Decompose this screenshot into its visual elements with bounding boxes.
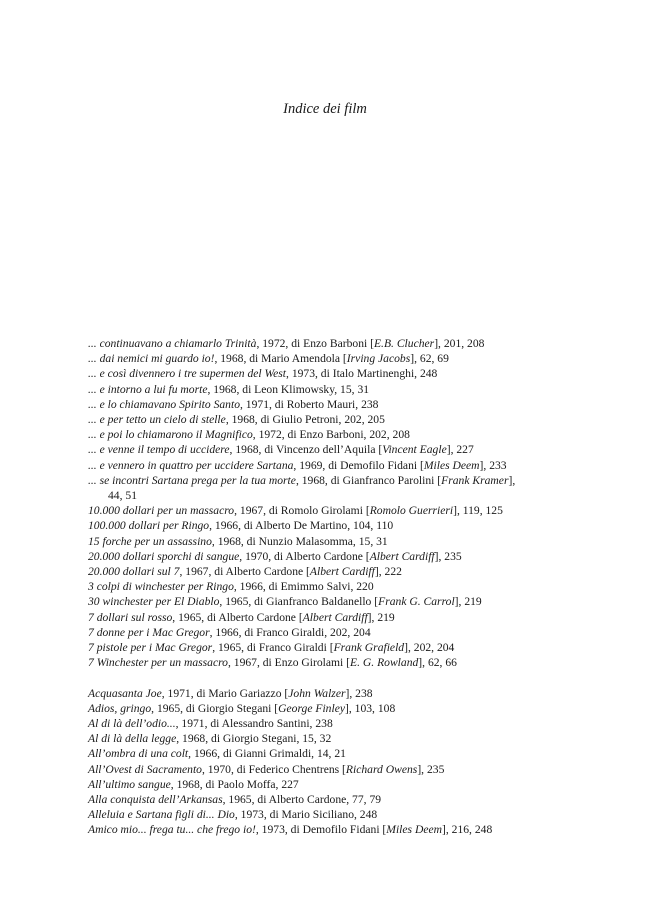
film-details: , 1966, di Emimmo Salvi, 220 [233, 580, 374, 594]
page-references: ], 103, 108 [345, 701, 396, 715]
film-details: , 1966, di Alberto De Martino, 104, 110 [209, 519, 394, 533]
film-details: , 1968, di Leon Klimowsky, 15, 31 [207, 382, 370, 396]
page-references: ], 238 [345, 686, 373, 700]
film-title: Al di là della legge [88, 732, 177, 746]
film-details: , 1968, di Giulio Petroni, 202, 205 [225, 413, 385, 427]
film-details: , 1972, di Enzo Barboni, 202, 208 [252, 428, 410, 442]
index-entry [88, 822, 568, 837]
page-references: ], 227 [446, 443, 474, 457]
director-pseudonym: Miles Deem [423, 458, 480, 472]
index-entry [88, 412, 568, 427]
film-title: All’ultimo sangue [88, 777, 171, 791]
film-title: Alla conquista dell’Arkansas [88, 793, 223, 807]
page-title: Indice dei film [283, 101, 367, 117]
index-entry [88, 366, 568, 381]
film-title: 30 winchester per El Diablo [88, 595, 220, 609]
film-index [88, 336, 568, 838]
index-entry [88, 731, 568, 746]
film-title: ... e poi lo chiamarono il Magnifico [88, 428, 253, 442]
page-references: ], 233 [479, 458, 507, 472]
page-references: ], 222 [374, 565, 402, 579]
index-entry [88, 686, 568, 701]
film-details: , 1970, di Alberto Cardone [ [239, 549, 370, 563]
film-details: , 1968, di Mario Amendola [ [214, 352, 347, 366]
director-pseudonym: John Walzer [288, 686, 346, 700]
index-entry [88, 534, 568, 549]
film-details: , 1965, di Franco Giraldi [ [212, 641, 334, 655]
index-entry [88, 549, 568, 564]
film-details: , 1973, di Demofilo Fidani [ [255, 823, 387, 837]
film-title: ... se incontri Sartana prega per la tua morte [88, 473, 296, 487]
index-group-a [88, 686, 568, 838]
index-entry [88, 351, 568, 366]
index-entry [88, 336, 568, 351]
index-entry [88, 579, 568, 594]
film-title: ... e intorno a lui fu morte [88, 382, 208, 396]
page-references: ], 119, 125 [453, 504, 503, 518]
film-details: , 1965, di Gianfranco Baldanello [ [219, 595, 379, 609]
index-entry [88, 473, 568, 503]
film-details: , 1968, di Paolo Moffa, 227 [170, 777, 299, 791]
film-details: , 1971, di Roberto Mauri, 238 [240, 397, 379, 411]
film-details: , 1971, di Mario Gariazzo [ [161, 686, 289, 700]
film-title: 7 dollari sul rosso [88, 610, 173, 624]
index-entry [88, 777, 568, 792]
film-title: ... e lo chiamavano Spirito Santo [88, 397, 240, 411]
film-details: , 1971, di Alessandro Santini, 238 [175, 717, 333, 731]
director-pseudonym: Vincent Eagle [382, 443, 447, 457]
director-pseudonym: Romolo Guerrieri [369, 504, 454, 518]
index-entry [88, 382, 568, 397]
film-details: , 1967, di Alberto Cardone [ [179, 565, 310, 579]
index-entry [88, 610, 568, 625]
film-title: All’ombra di una colt [88, 747, 189, 761]
film-details: , 1965, di Alberto Cardone, 77, 79 [222, 793, 382, 807]
film-details: , 1967, di Romolo Girolami [ [234, 504, 370, 518]
film-details: , 1965, di Giorgio Stegani [ [151, 701, 279, 715]
film-details: , 1973, di Mario Siciliano, 248 [234, 808, 378, 822]
film-details: , 1969, di Demofilo Fidani [ [293, 458, 424, 472]
film-title: 7 donne per i Mac Gregor [88, 625, 210, 639]
film-details: , 1967, di Enzo Girolami [ [227, 656, 351, 670]
director-pseudonym: E.B. Clucher [373, 337, 435, 350]
film-title: Amico mio... frega tu... che frego io! [88, 823, 256, 837]
index-group-ellipsis-numbers [88, 336, 568, 670]
film-title: ... continuavano a chiamarlo Trinità [88, 337, 257, 350]
film-details: , 1970, di Federico Chentrens [ [201, 762, 346, 776]
index-entry [88, 442, 568, 457]
index-entry [88, 458, 568, 473]
film-details: , 1968, di Gianfranco Parolini [ [295, 473, 442, 487]
film-details: , 1968, di Nunzio Malasomma, 15, 31 [211, 534, 388, 548]
group-gap [88, 670, 568, 685]
director-pseudonym: Frank Grafield [333, 641, 405, 655]
index-entry [88, 655, 568, 670]
page-references: ], 201, 208 [434, 337, 485, 350]
index-entry [88, 427, 568, 442]
film-title: 100.000 dollari per Ringo [88, 519, 210, 533]
film-title: 7 Winchester per un massacro [88, 656, 228, 670]
index-entry [88, 746, 568, 761]
index-entry [88, 807, 568, 822]
film-details: , 1965, di Alberto Cardone [ [172, 610, 303, 624]
page-references: ], 216, 248 [442, 823, 493, 837]
director-pseudonym: Miles Deem [386, 823, 442, 837]
director-pseudonym: Richard Owens [345, 762, 418, 776]
film-title: ... e vennero in quattro per uccidere Sartana [88, 458, 294, 472]
index-entry [88, 518, 568, 533]
page-references: ], 219 [454, 595, 482, 609]
film-title: ... e così divennero i tre supermen del West [88, 367, 287, 381]
page-references: ], 219 [367, 610, 395, 624]
director-pseudonym: Irving Jacobs [346, 352, 411, 366]
film-title: Adios, gringo [88, 701, 152, 715]
film-details: , 1968, di Giorgio Stegani, 15, 32 [176, 732, 332, 746]
film-title: ... e venne il tempo di uccidere [88, 443, 230, 457]
film-title: Al di là dell’odio... [88, 717, 176, 731]
director-pseudonym: George Finley [278, 701, 345, 715]
film-details: , 1972, di Enzo Barboni [ [256, 337, 374, 350]
page-references: ], 62, 66 [418, 656, 457, 670]
page-references: ], 235 [417, 762, 445, 776]
film-title: All’Ovest di Sacramento [88, 762, 202, 776]
film-title: ... e per tetto un cielo di stelle [88, 413, 226, 427]
index-entry [88, 594, 568, 609]
film-title: ... dai nemici mi guardo io! [88, 352, 215, 366]
film-details: , 1966, di Gianni Grimaldi, 14, 21 [188, 747, 346, 761]
film-title: 20.000 dollari sporchi di sangue [88, 549, 240, 563]
film-title: 3 colpi di winchester per Ringo [88, 580, 234, 594]
index-entry [88, 625, 568, 640]
film-details: , 1973, di Italo Martinenghi, 248 [286, 367, 438, 381]
film-title: Alleluia e Sartana figli di... Dio [88, 808, 235, 822]
page-references-continued: 44, 51 [108, 489, 137, 503]
film-title: 7 pistole per i Mac Gregor [88, 641, 213, 655]
director-pseudonym: E. G. Rowland [350, 656, 419, 670]
index-entry [88, 564, 568, 579]
index-entry [88, 762, 568, 777]
film-title: 20.000 dollari sul 7 [88, 565, 180, 579]
index-entry [88, 716, 568, 731]
index-entry [88, 701, 568, 716]
page-references: ], [508, 473, 516, 487]
index-entry [88, 397, 568, 412]
film-title: 10.000 dollari per un massacro [88, 504, 235, 518]
page-references: ], 62, 69 [410, 352, 449, 366]
index-entry [88, 640, 568, 655]
film-details: , 1966, di Franco Giraldi, 202, 204 [209, 625, 371, 639]
index-entry [88, 503, 568, 518]
director-pseudonym: Frank G. Carrol [378, 595, 455, 609]
director-pseudonym: Albert Cardiff [302, 610, 368, 624]
film-details: , 1968, di Vincenzo dell’Aquila [ [229, 443, 383, 457]
director-pseudonym: Frank Kramer [441, 473, 509, 487]
film-title: Acquasanta Joe [88, 686, 162, 700]
page-references: ], 235 [434, 549, 462, 563]
film-title: 15 forche per un assassino [88, 534, 212, 548]
page-references: ], 202, 204 [404, 641, 455, 655]
director-pseudonym: Albert Cardiff [369, 549, 435, 563]
director-pseudonym: Albert Cardiff [309, 565, 375, 579]
index-entry [88, 792, 568, 807]
